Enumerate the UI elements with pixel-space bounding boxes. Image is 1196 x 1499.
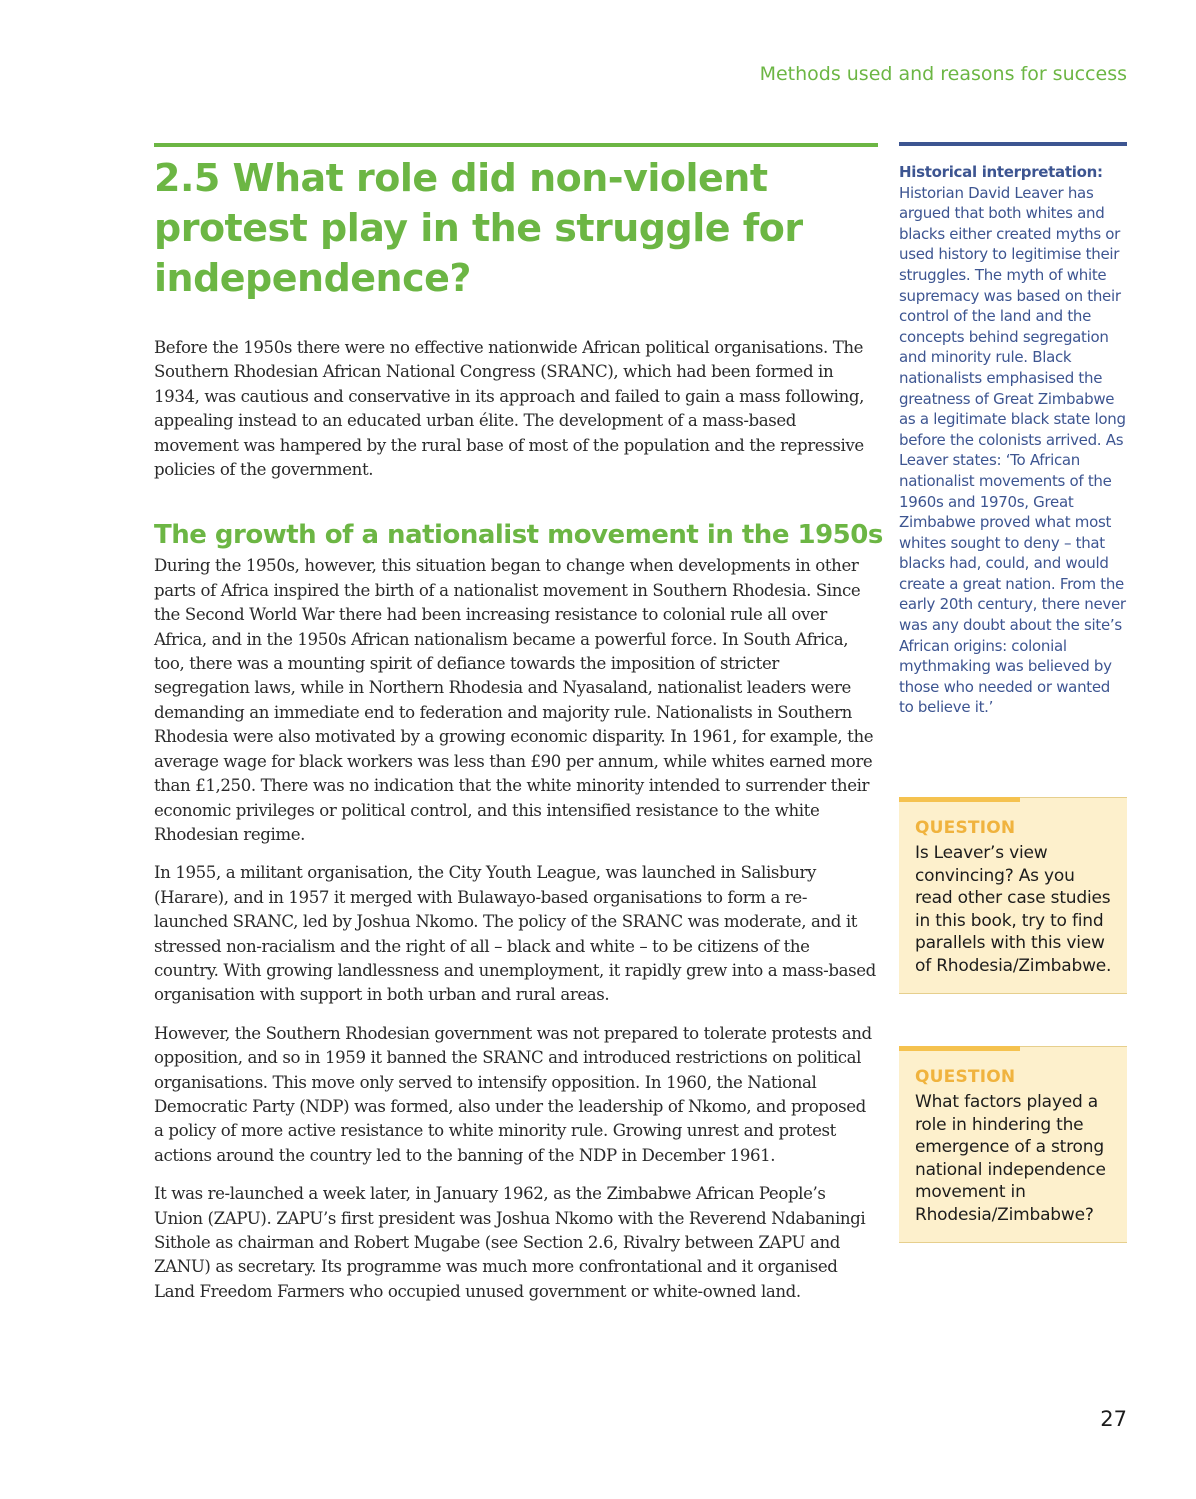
body-paragraph-2: In 1955, a militant organisation, the City Youth League, was launched in Salisbury (Harare), and in 1957 it merged with Bulawayo-based organisations to form a re-launched SRANC, led by Joshua Nkomo. The policy of the SRANC was moderate, and it stressed non-racialism and the right of all – black and white – to be citizens of the country. With growing landlessness and unemployment, it rapidly grew into a mass-based organisation with support in both urban and rural areas. xyxy=(154,863,876,1005)
question-text: What factors played a role in hindering the emergence of a strong national independence movement in Rhodesia/Zimbabwe? xyxy=(915,1092,1106,1225)
interpretation-body: Historian David Leaver has argued that both whites and blacks either created myths or used history to legitimise their struggles. The myth of white supremacy was based on their control of the land and the concepts behind segregation and minority rule. Black nationalists emphasised the greatness of Great Zimbabwe as a legitimate black state long before the colonists arrived. As Leaver states: ‘To African nationalist movements of the 1960s and 1970s, Great Zimbabwe proved what most whites sought to deny – that blacks had, could, and would create a great nation. From the early 20th century, there never was any doubt about the site’s African origins: colonial mythmaking was believed by those who needed or wanted to believe it.’ xyxy=(899,183,1126,717)
question-label: QUESTION xyxy=(915,818,1016,838)
body-paragraph-4: It was re-launched a week later, in January 1962, as the Zimbabwe African People’s Union (ZAPU). ZAPU’s first president was Joshua Nkomo with the Reverend Ndabaningi Sithole as chairman and Robert Mugabe (see Section 2.6, Rivalry between ZAPU and ZANU) as secretary. Its programme was much more confrontational and it organised Land Freedom Farmers who occupied unused government or white-owned land. xyxy=(154,1184,866,1301)
body-paragraph-1: During the 1950s, however, this situation began to change when developments in other parts of Africa inspired the birth of a nationalist movement in Southern Rhodesia. Since the Second World War there had been increasing resistance to colonial rule all over Africa, and in the 1950s African nationalism became a powerful force. In South Africa, too, there was a mounting spirit of defiance towards the imposition of stricter segregation laws, while in Northern Rhodesia and Nyasaland, nationalist leaders were demanding an immediate end to federation and majority rule. Nationalists in Southern Rhodesia were also motivated by a growing economic disparity. In 1961, for example, the average wage for black workers was less than £90 per annum, while whites earned more than £1,250. There was no indication that the white minority intended to surrender their economic privileges or political control, and this intensified resistance to the white Rhodesian regime. xyxy=(154,556,874,844)
question-tab xyxy=(899,797,1020,802)
interpretation-text xyxy=(899,162,1127,718)
intro-paragraph: Before the 1950s there were no effective nationwide African political organisations. The Southern Rhodesian African National Congress (SRANC), which had been formed in 1934, was cautious and conservative in its approach and failed to gain a mass following, appealing instead to an educated urban élite. The development of a mass-based movement was hampered by the rural base of most of the population and the repressive policies of the government. xyxy=(154,338,864,480)
subheading: The growth of a nationalist movement in the 1950s xyxy=(154,520,883,551)
body-paragraph-3: However, the Southern Rhodesian government was not prepared to tolerate protests and opposition, and so in 1959 it banned the SRANC and introduced restrictions on political organisations. This move only served to intensify opposition. In 1960, the National Democratic Party (NDP) was formed, also under the leadership of Nkomo, and proposed a policy of more active resistance to white minority rule. Growing unrest and protest actions around the country led to the banning of the NDP in December 1961. xyxy=(154,1023,872,1165)
question-text: Is Leaver’s view convincing? As you read other case studies in this book, try to find parallels with this view of Rhodesia/Zimbabwe. xyxy=(915,843,1112,976)
question-box-1 xyxy=(899,797,1127,994)
section-title: 2.5 What role did non-violent protest play in the struggle for independence? xyxy=(154,156,803,300)
question-tab xyxy=(899,1046,1020,1051)
question-box-top-rule xyxy=(899,1046,1127,1051)
running-head: Methods used and reasons for success xyxy=(759,63,1127,85)
question-box-2 xyxy=(899,1046,1127,1243)
title-rule xyxy=(154,143,878,147)
sidebar-interpretation xyxy=(899,142,1127,718)
sidebar-rule xyxy=(899,142,1127,146)
main-column xyxy=(154,143,883,1304)
page-number: 27 xyxy=(1100,1407,1127,1431)
interpretation-label: Historical interpretation: xyxy=(899,163,1103,181)
question-box-top-rule xyxy=(899,797,1127,802)
question-label: QUESTION xyxy=(915,1067,1016,1087)
